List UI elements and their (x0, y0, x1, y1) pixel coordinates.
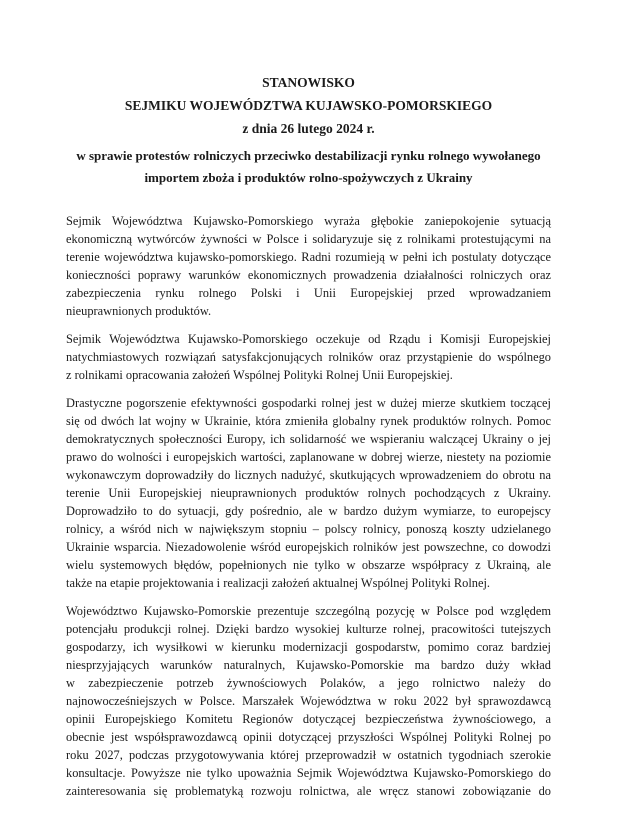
text-line: konsultacje. Powyższe nie tylko upoważnia Sejmik Województwa Kujawsko-Pomorskiego do (66, 766, 551, 780)
text-line: terenie województwa kujawsko-pomorskiego. Radni rozumieją w pełni ich postulaty dotyczące (66, 250, 551, 264)
text-line: zainteresowania się problematyką rozwoju rolnictwa, ale wręcz stanowi zobowiązanie do (66, 784, 551, 798)
paragraph (66, 212, 551, 320)
text-line: ekonomiczną wytwórców żywności w Polsce i solidaryzuje się z rolnikami protestującymi na (66, 232, 551, 246)
text-line: demokratycznych społeczności Europy, ich solidarność we wspieraniu walczącej Ukrainy o jej (66, 432, 551, 446)
text-line: potencjału produkcji rolnej. Dzięki bardzo wysokiej kulturze rolnej, pracowitości tutejszych (66, 622, 551, 636)
text-line: Sejmik Województwa Kujawsko-Pomorskiego oczekuje od Rządu i Komisji Europejskiej (66, 332, 551, 346)
text-line: nieuprawnionych produktów. (66, 304, 212, 318)
text-line: obecnie jest współsprawozdawcą opinii dotyczącej przyszłości Wspólnej Polityki Rolnej po (66, 730, 551, 744)
paragraph (66, 330, 551, 384)
text-line: prawo do wolności i europejskich wartości, zaplanowane w dobrej wierze, niestety na poziomie (66, 450, 551, 464)
text-line: opinii Europejskiego Komitetu Regionów dotyczącej bezpieczeństwa żywnościowego, a (66, 712, 551, 726)
text-line: w zabezpieczenie potrzeb żywnościowych Polaków, a jego rolnictwo należy do (66, 676, 551, 690)
text-line: Województwo Kujawsko-Pomorskie prezentuje szczególną pozycję w Polsce pod względem (66, 604, 551, 618)
text-line: Ukrainie wsparcia. Niezadowolenie wśród europejskich rolników jest powszechne, co dowodzi (66, 540, 551, 554)
text-line: konieczności poprawy warunków ekonomicznych prowadzenia działalności rolniczych oraz (66, 268, 551, 282)
text-line: niesprzyjających warunków naturalnych, Kujawsko-Pomorskie ma bardzo duży wkład (66, 658, 551, 672)
text-line: natychmiastowych rozwiązań satysfakcjonujących rolników oraz przystąpienie do wspólnego (66, 350, 551, 364)
doc-date-heading: z dnia 26 lutego 2024 r. (242, 121, 375, 136)
subject-line: importem zboża i produktów rolno-spożywczych z Ukrainy (144, 170, 473, 185)
document-title-block (66, 71, 551, 140)
text-line: także na etapie projektowania i realizacji założeń aktualnej Wspólnej Polityki Rolnej. (66, 576, 490, 590)
text-line: gospodarzy, ich wysiłkowi w kierunku modernizacji gospodarstw, pomimo coraz bardziej (66, 640, 551, 654)
document-subject (66, 145, 551, 189)
subject-line: w sprawie protestów rolniczych przeciwko destabilizacji rynku rolnego wywołanego (76, 148, 541, 163)
text-line: najnowocześniejszych w Polsce. Marszałek Województwa w roku 2022 był sprawozdawcą (66, 694, 551, 708)
text-line: Drastyczne pogorszenie efektywności gospodarki rolnej jest w dużej mierze skutkiem toczącej (66, 396, 551, 410)
text-line: wielu systemowych błędów, popełnionych nie tylko w obszarze współpracy z Ukrainą, ale (66, 558, 551, 572)
text-line: terenie Unii Europejskiej nieuprawnionych produktów rolnych pochodzących z Ukrainy. (66, 486, 551, 500)
text-line: rolnicy, a wśród nich w największym stopniu – polscy rolnicy, ponoszą koszty udzielanego (66, 522, 551, 536)
text-line: roku 2027, podczas przygotowywania której przeprowadził w ostatnich tygodniach szerokie (66, 748, 551, 762)
text-line: wykonawczym doprowadziły do licznych nadużyć, skutkujących wprowadzeniem do obrotu na (66, 468, 551, 482)
text-line: Sejmik Województwa Kujawsko-Pomorskiego wyraża głębokie zaniepokojenie sytuacją (66, 214, 551, 228)
text-line: Doprowadziło to do sytuacji, gdy pośrednio, ale w bardzo dużym wymiarze, to europejscy (66, 504, 551, 518)
doc-type-heading: STANOWISKO (262, 75, 355, 90)
doc-issuer-heading: SEJMIKU WOJEWÓDZTWA KUJAWSKO-POMORSKIEGO (124, 98, 493, 113)
text-line: zabezpieczenia rynku rolnego Polski i Unii Europejskiej przed wprowadzaniem (66, 286, 551, 300)
paragraph (66, 602, 551, 800)
text-line: z rolnikami opracowania założeń Wspólnej Polityki Rolnej Unii Europejskiej. (66, 368, 453, 382)
document-body (66, 212, 551, 800)
text-line: się od dwóch lat wojny w Ukrainie, która zmieniła globalny rynek produktów rolnych. Pomoc (66, 414, 551, 428)
paragraph (66, 394, 551, 592)
